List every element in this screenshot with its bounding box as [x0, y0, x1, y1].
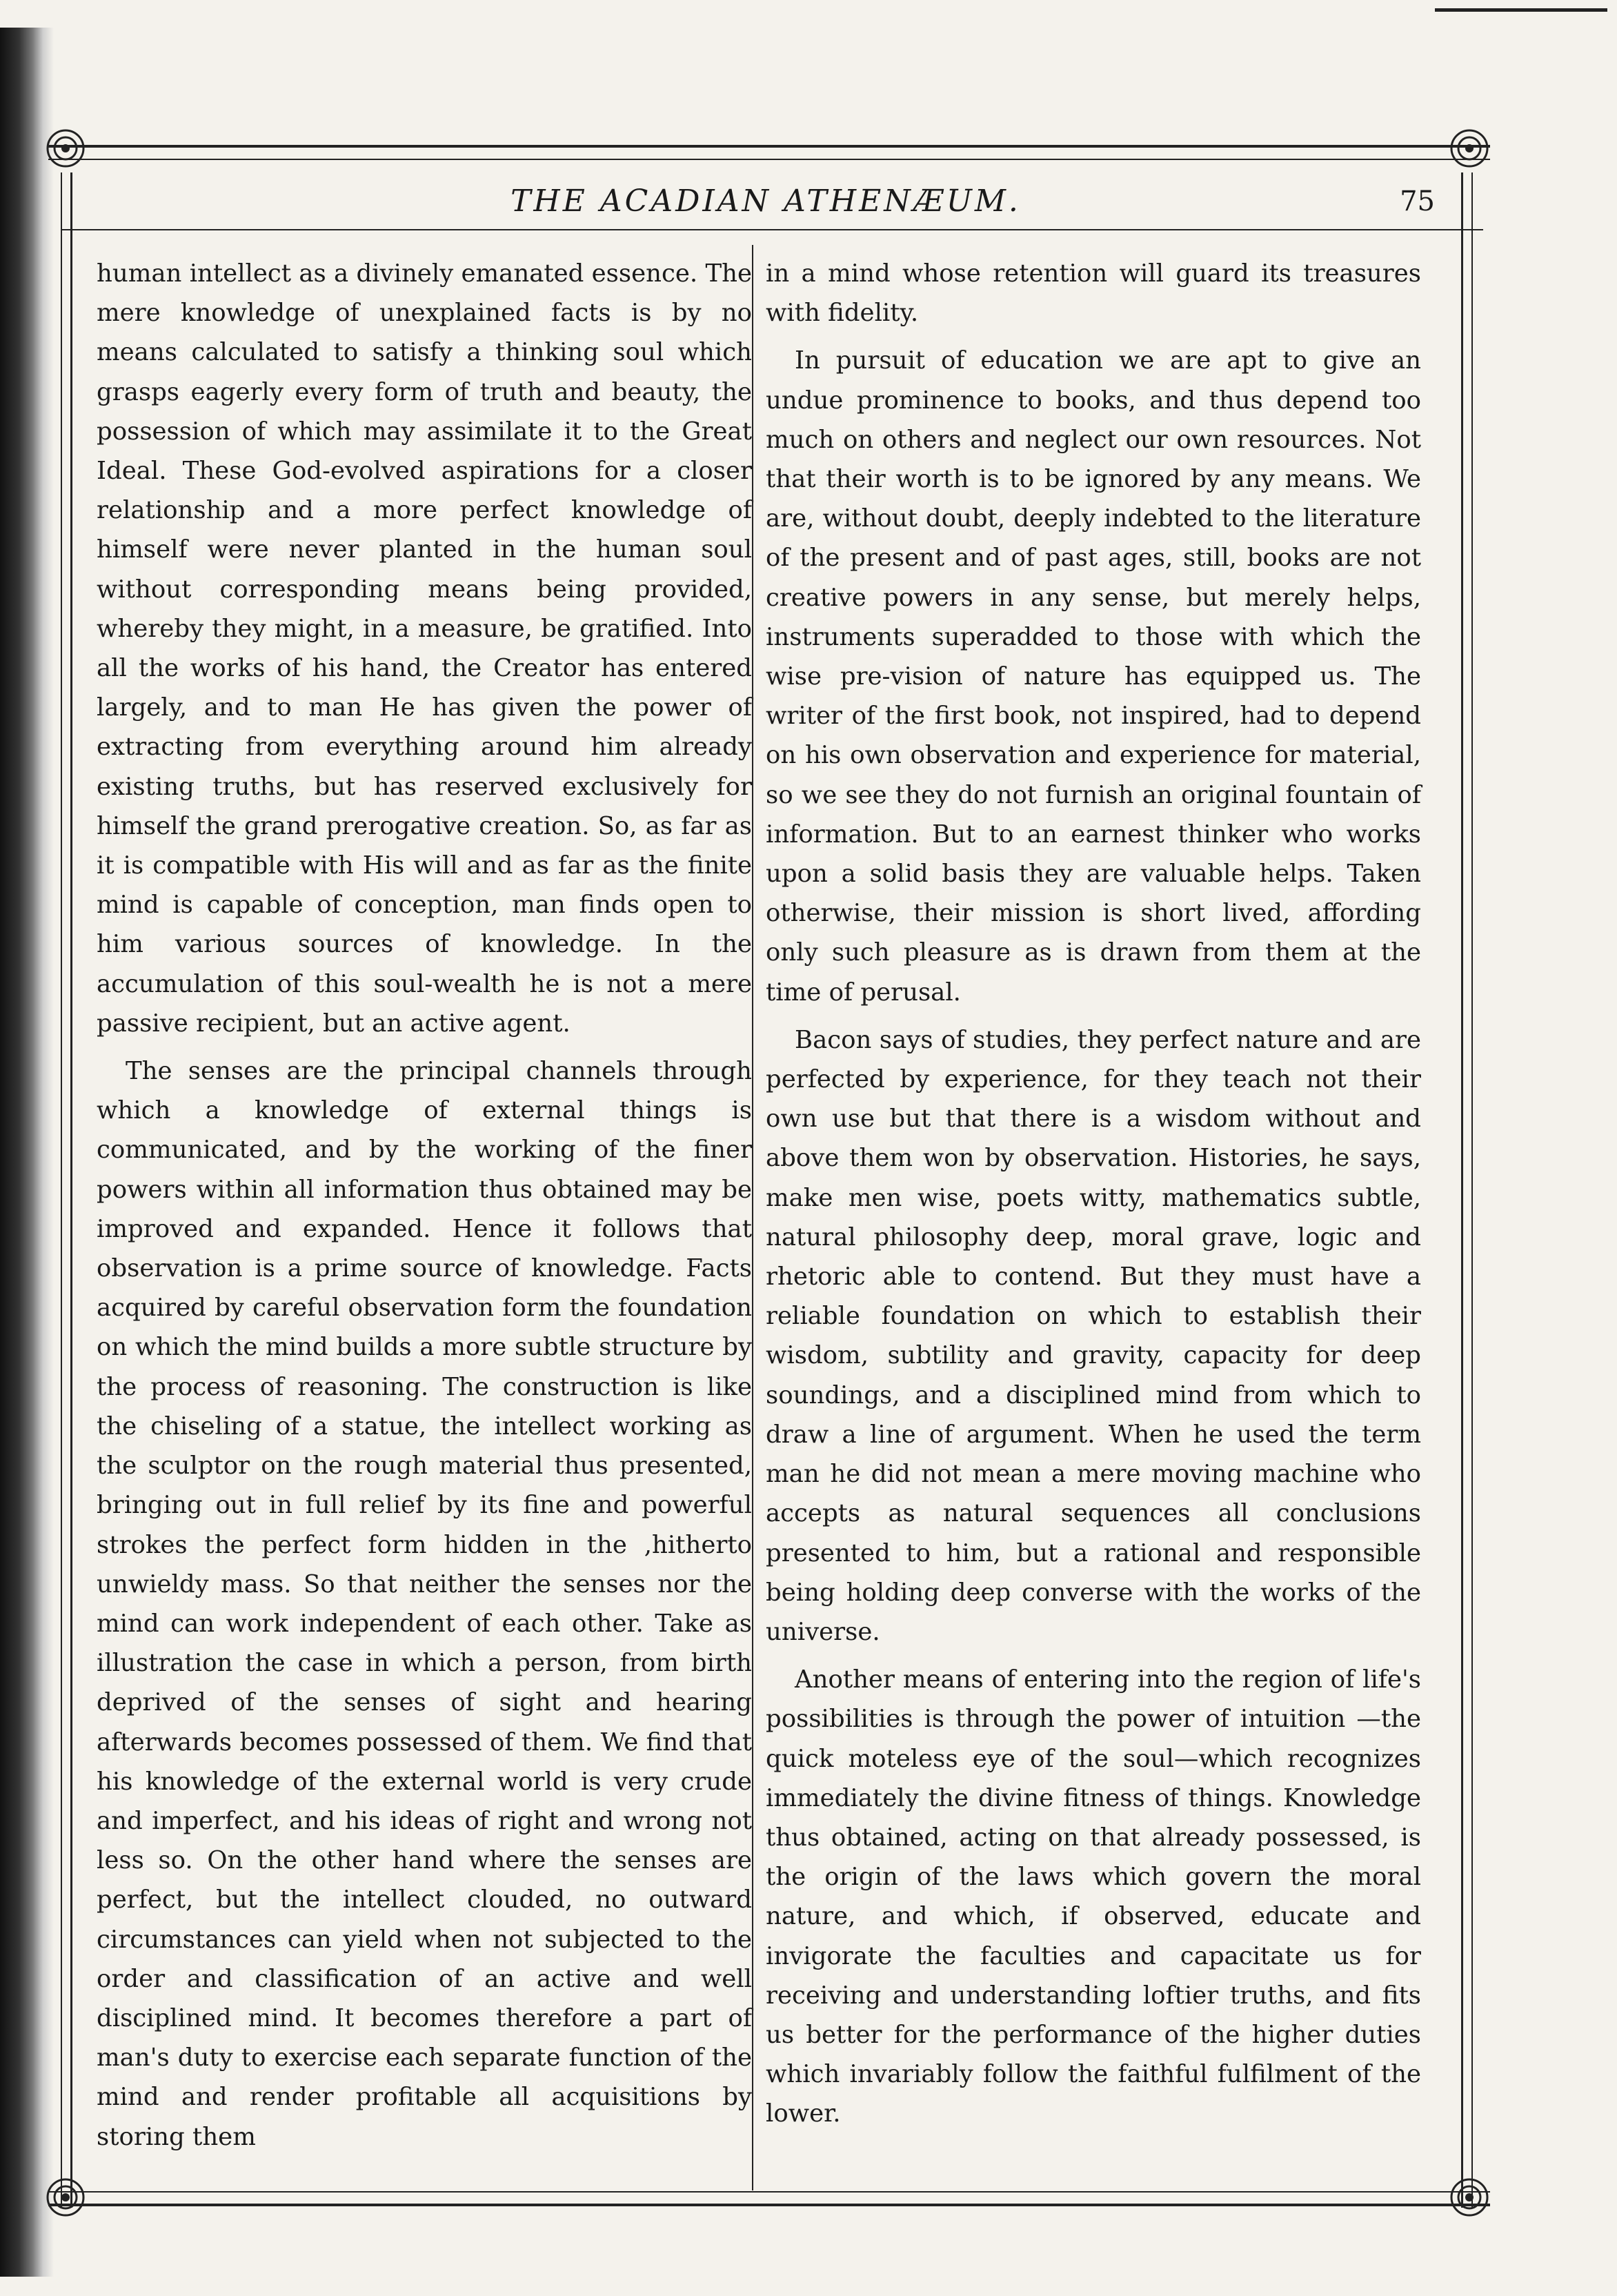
frame-right-border: [1461, 172, 1473, 2208]
header-rule: [62, 229, 1483, 230]
corner-ornament-icon: [41, 124, 90, 172]
page-binding-shadow: [0, 28, 54, 2277]
right-column: [766, 254, 1421, 2134]
corner-ornament-icon: [1445, 124, 1494, 172]
running-title: THE ACADIAN ATHENÆUM.: [510, 184, 1021, 219]
top-rule: [1435, 8, 1607, 12]
corner-ornament-icon: [41, 2173, 90, 2221]
running-head: [69, 181, 1462, 222]
paragraph: Bacon says of studies, they perfect nature and are perfected by experience, for they teach not their own use but that there is a wisdom without and above them won by observation. Histories, he says, make men wise, poets witty, mathematics subtle, natural philosophy deep, moral grave, logic and rhetoric able to contend. But they must have a reliable foundation on which to establish their wisdom, subtility and gravity, capacity for deep soundings, and a disciplined mind from which to draw a line of argument. When he used the term man he did not mean a mere moving machine who accepts as natural sequences all conclusions presented to him, but a rational and responsible being holding deep converse with the works of the universe.: [766, 1025, 1421, 1646]
column-divider: [752, 245, 753, 2190]
paragraph: Another means of entering into the region of life's possibilities is through the power of intuition —the quick moteless eye of the soul—which recognizes immediately the divine fitness of things. Knowledge thus obtained, acting on that already possessed, is the origin of the laws which govern the moral nature, and which, if observed, educate and invigorate the faculties and capacitate us for receiving and understanding loftier truths, and fits us better for the performance of the higher duties which invariably follow the faithful fulfilment of the lower.: [766, 1665, 1421, 2128]
paragraph: The senses are the principal channels through which a knowledge of external things is communicated, and by the working of the finer powers within all information thus obtained may be improved and expanded. Hence it follows that observation is a prime source of knowledge. Facts acquired by careful observation form the foundation on which the mind builds a more subtle structure by the process of reasoning. The construction is like the chiseling of a statue, the intellect working as the sculptor on the rough material thus presented, bringing out in full relief by its fine and powerful strokes the perfect form hidden in the ,hitherto unwieldy mass. So that neither the senses nor the mind can work independent of each other. Take as illustration the case in which a person, from birth deprived of the senses of sight and hearing afterwards becomes possessed of them. We find that his knowledge of the external world is very crude and imperfect, and his ideas of right and wrong not less so. On the other hand where the senses are perfect, but the intellect clouded, no outward circumstances can yield when not subjected to the order and classification of an active and well disciplined mind. It becomes therefore a part of man's duty to exercise each separate function of the mind and render profitable all acquisitions by storing them: [97, 1057, 752, 2151]
frame-top-border: [48, 145, 1490, 160]
frame-left-border: [61, 172, 72, 2208]
corner-ornament-icon: [1445, 2173, 1494, 2221]
left-column: [97, 254, 752, 2157]
paragraph: human intellect as a divinely emanated essence. The mere knowledge of unexplained facts is by no means calculated to satisfy a thinking soul which grasps eagerly every form of truth and beauty, the possession of which may assimilate it to the Great Ideal. These God-evolved aspirations for a closer relationship and a more perfect knowledge of himself were never planted in the human soul without corresponding means being provided, whereby they might, in a measure, be gratified. Into all the works of his hand, the Creator has entered largely, and to man He has given the power of extracting from everything around him already existing truths, but has reserved exclusively for himself the grand prerogative creation. So, as far as it is compatible with His will and as far as the finite mind is capable of conception, man finds open to him various sources of knowledge. In the accumulation of this soul-wealth he is not a mere passive recipient, but an active agent.: [97, 259, 752, 1038]
page-number: 75: [1400, 186, 1435, 217]
frame-bottom-border: [48, 2191, 1490, 2206]
paragraph: In pursuit of education we are apt to give an undue prominence to books, and thus depend too much on others and neglect our own resources. Not that their worth is to be ignored by any means. We are, without doubt, deeply indebted to the literature of the present and of past ages, still, books are not creative powers in any sense, but merely helps, instruments superadded to those with which the wise pre-vision of nature has equipped us. The writer of the first book, not inspired, had to depend on his own observation and experience for material, so we see they do not furnish an original fountain of information. But to an earnest thinker who works upon a solid basis they are valuable helps. Taken otherwise, their mission is short lived, affording only such pleasure as is drawn from them at the time of perusal.: [766, 346, 1421, 1007]
paragraph: in a mind whose retention will guard its treasures with fidelity.: [766, 259, 1421, 328]
